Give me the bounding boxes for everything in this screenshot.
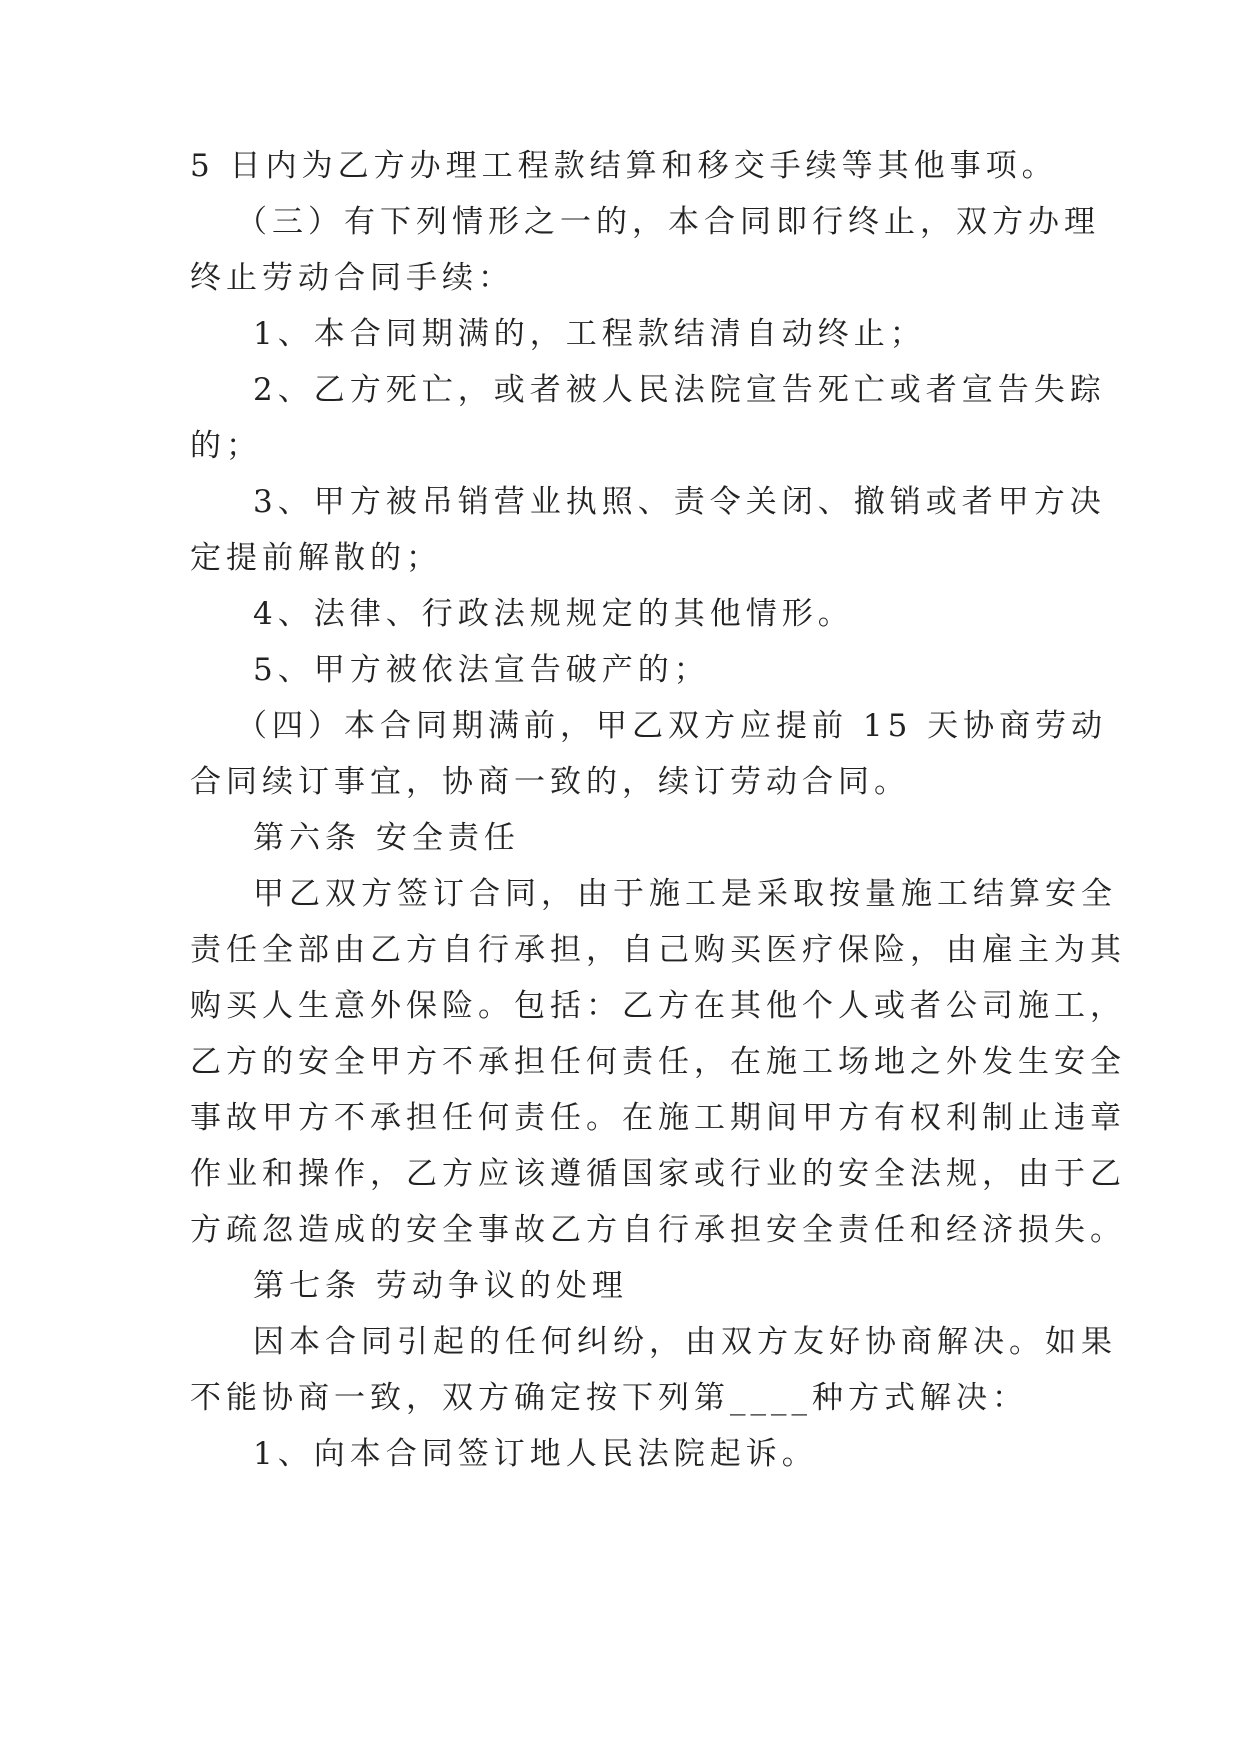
paragraph-line: 乙方的安全甲方不承担任何责任，在施工场地之外发生安全 [190, 1044, 1126, 1080]
list-item: 3、甲方被吊销营业执照、责令关闭、撤销或者甲方决 [253, 484, 1106, 520]
list-item: 5、甲方被依法宣告破产的； [253, 652, 710, 688]
paragraph-line: 5 日内为乙方办理工程款结算和移交手续等其他事项。 [190, 148, 1058, 184]
paragraph-line: 方疏忽造成的安全事故乙方自行承担安全责任和经济损失。 [190, 1212, 1126, 1248]
paragraph-line: （四）本合同期满前，甲乙双方应提前 15 天协商劳动 [236, 708, 1108, 744]
list-item: 1、本合同期满的，工程款结清自动终止； [253, 316, 926, 352]
paragraph-line: 购买人生意外保险。包括：乙方在其他个人或者公司施工， [190, 988, 1126, 1024]
paragraph-line: 定提前解散的； [190, 540, 442, 576]
list-item: 1、向本合同签订地人民法院起诉。 [253, 1436, 818, 1472]
paragraph-line: 事故甲方不承担任何责任。在施工期间甲方有权利制止违章 [190, 1100, 1126, 1136]
paragraph-line: 因本合同引起的任何纠纷，由双方友好协商解决。如果 [253, 1324, 1117, 1360]
paragraph-line: 合同续订事宜，协商一致的，续订劳动合同。 [190, 764, 910, 800]
paragraph-line: （三）有下列情形之一的，本合同即行终止，双方办理 [236, 204, 1100, 240]
paragraph-line: 责任全部由乙方自行承担，自己购买医疗保险，由雇主为其 [190, 932, 1126, 968]
paragraph-line: 作业和操作，乙方应该遵循国家或行业的安全法规，由于乙 [190, 1156, 1126, 1192]
paragraph-line: 不能协商一致，双方确定按下列第____种方式解决： [190, 1380, 1028, 1416]
list-item: 4、法律、行政法规规定的其他情形。 [253, 596, 854, 632]
paragraph-line: 终止劳动合同手续： [190, 260, 514, 296]
paragraph-line: 的； [190, 428, 262, 464]
list-item: 2、乙方死亡，或者被人民法院宣告死亡或者宣告失踪 [253, 372, 1106, 408]
paragraph-line: 甲乙双方签订合同，由于施工是采取按量施工结算安全 [253, 876, 1117, 912]
section-heading: 第七条 劳动争议的处理 [253, 1268, 628, 1304]
section-heading: 第六条 安全责任 [253, 820, 520, 856]
